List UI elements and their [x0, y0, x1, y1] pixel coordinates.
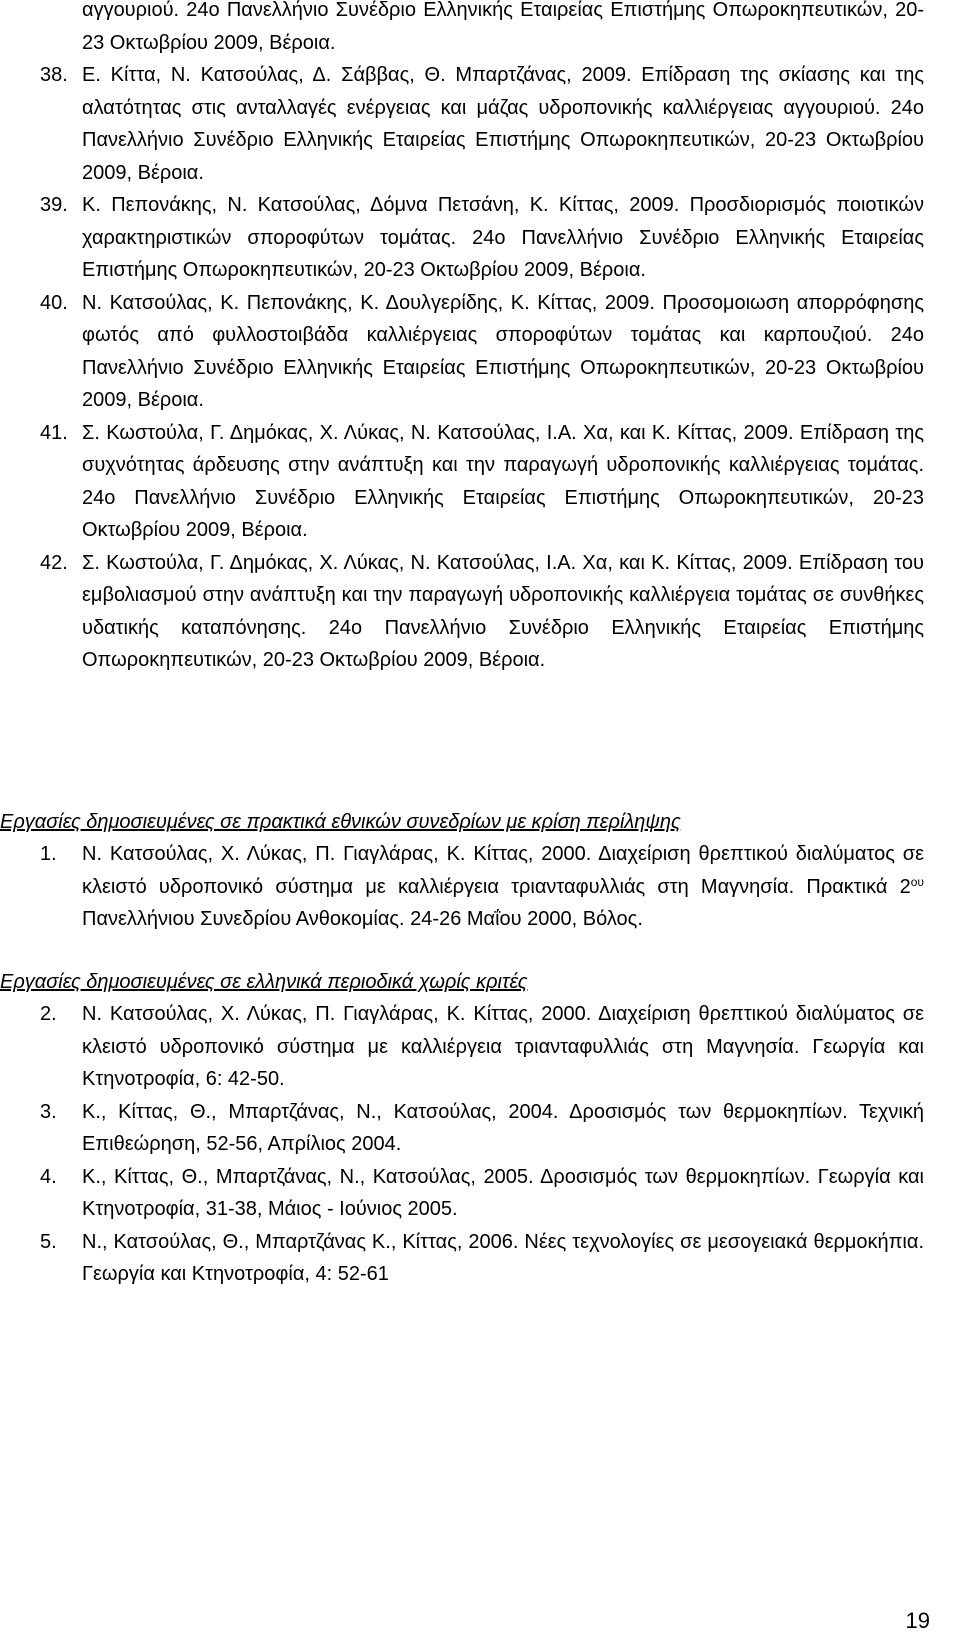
list-item	[40, 417, 924, 547]
entry-number: 40.	[40, 291, 68, 314]
entry-number: 38.	[40, 64, 68, 86]
entry-text: Κ. Πεπονάκης, Ν. Κατσούλας, Δόμνα Πετσάνη, Κ. Κίττας, 2009. Προσδιορισμός ποιοτικών χαρακτηριστικών σποροφύτων τομάτας. 24ο Πανελλήνιο Συνέδριο Ελληνικής Εταιρείας Επιστήμης Οπωροκηπευτικών, 20-23 Οκτωβρίου 2009, Βέροια.	[82, 194, 924, 281]
list-item	[40, 59, 924, 189]
entry-text: Ε. Κίττα, Ν. Κατσούλας, Δ. Σάββας, Θ. Μπαρτζάνας, 2009. Επίδραση της σκίασης και της αλατότητας στις ανταλλαγές ενέργειας και μάζας υδροπονικής καλλιέργειας αγγουριού. 24ο Πανελλήνιο Συνέδριο Ελληνικής Εταιρείας Επιστήμης Οπωροκηπευτικών, 20-23 Οκτωβρίου 2009, Βέροια.	[82, 64, 924, 184]
entry-text: Ν. Κατσούλας, Κ. Πεπονάκης, Κ. Δουλγερίδης, Κ. Κίττας, 2009. Προσομοιωση απορρόφησης φωτός από φυλλοστοιβάδα καλλιέργειας σποροφύτων τομάτας και καρπουζιού. 24ο Πανελλήνιο Συνέδριο Ελληνικής Εταιρείας Επιστήμης Οπωροκηπευτικών, 20-23 Οκτωβρίου 2009, Βέροια.	[82, 291, 924, 411]
section2-entries-list	[40, 998, 924, 1291]
entry-text: Σ. Κωστούλα, Γ. Δημόκας, Χ. Λύκας, Ν. Κατσούλας, Ι.Α. Χα, και Κ. Κίττας, 2009. Επίδραση της συχνότητας άρδευσης στην ανάπτυξη και την παραγωγή υδροπονικής καλλιέργειας τομάτας. 24ο Πανελλήνιο Συνέδριο Ελληνικής Εταιρείας Επιστήμης Οπωροκηπευτικών, 20-23 Οκτωβρίου 2009, Βέροια.	[82, 421, 924, 541]
entry-text-part: Πανελλήνιου Συνεδρίου Ανθοκομίας. 24-26 Μαΐου 2000, Βόλος.	[82, 908, 643, 930]
entry-text: αγγουριού. 24ο Πανελλήνιο Συνέδριο Ελληνικής Εταιρείας Επιστήμης Οπωροκηπευτικών, 20-23 Οκτωβρίου 2009, Βέροια.	[82, 0, 924, 54]
list-item	[40, 838, 924, 936]
entry-text-part: Ν. Κατσούλας, Χ. Λύκας, Π. Γιαγλάρας, Κ. Κίττας, 2000. Διαχείριση θρεπτικού διαλύματος σε κλειστό υδροπονικό σύστημα με καλλιέργεια τριανταφυλλιάς στη Μαγνησία. Πρακτικά 2	[82, 843, 924, 898]
section-heading-greek-journals: Εργασίες δημοσιευμένες σε ελληνικά περιοδικά χωρίς κριτές	[0, 971, 528, 993]
section-heading-conference-proceedings: Εργασίες δημοσιευμένες σε πρακτικά εθνικών συνεδρίων με κρίση περίληψης	[0, 811, 681, 833]
entry-text: Κ., Κίττας, Θ., Μπαρτζάνας, Ν., Κατσούλας, 2004. Δροσισμός των θερμοκηπίων. Τεχνική Επιθεώρηση, 52-56, Απρίλιος 2004.	[82, 1100, 924, 1155]
list-item	[40, 189, 924, 287]
list-item	[40, 287, 924, 417]
entry-number: 4.	[40, 1165, 57, 1188]
entry-number: 41.	[40, 421, 68, 444]
conference-entries-list	[40, 0, 924, 677]
entry-text: Κ., Κίττας, Θ., Μπαρτζάνας, Ν., Κατσούλας, 2005. Δροσισμός των θερμοκηπίων. Γεωργία και Κτηνοτροφία, 31-38, Μάιος - Ιούνιος 2005.	[82, 1165, 924, 1220]
entry-number: 1.	[40, 843, 57, 865]
list-item	[40, 1226, 924, 1291]
page-number: 19	[905, 1608, 930, 1633]
entry-number: 5.	[40, 1230, 57, 1253]
list-item	[40, 1096, 924, 1161]
ordinal-superscript: ου	[910, 874, 924, 889]
list-item	[40, 0, 924, 59]
entry-text	[82, 843, 924, 930]
entry-number: 42.	[40, 551, 68, 574]
entry-number: 3.	[40, 1100, 57, 1123]
entry-text: Ν. Κατσούλας, Χ. Λύκας, Π. Γιαγλάρας, Κ. Κίττας, 2000. Διαχείριση θρεπτικού διαλύματος σε κλειστό υδροπονικό σύστημα με καλλιέργεια τριανταφυλλιάς στη Μαγνησία. Γεωργία και Κτηνοτροφία, 6: 42-50.	[82, 1003, 924, 1090]
entry-text: Σ. Κωστούλα, Γ. Δημόκας, Χ. Λύκας, Ν. Κατσούλας, Ι.Α. Χα, και Κ. Κίττας, 2009. Επίδραση του εμβολιασμού στην ανάπτυξη και την παραγωγή υδροπονικής καλλιέργεια τομάτας σε συνθήκες υδατικής καταπόνησης. 24ο Πανελλήνιο Συνέδριο Ελληνικής Εταιρείας Επιστήμης Οπωροκηπευτικών, 20-23 Οκτωβρίου 2009, Βέροια.	[82, 551, 924, 671]
entry-text: Ν., Κατσούλας, Θ., Μπαρτζάνας Κ., Κίττας, 2006. Νέες τεχνολογίες σε μεσογειακά θερμοκήπια. Γεωργία και Κτηνοτροφία, 4: 52-61	[82, 1230, 924, 1285]
list-item	[40, 998, 924, 1096]
entry-number: 2.	[40, 1003, 57, 1025]
list-item	[40, 547, 924, 677]
section1-entries-list	[40, 838, 924, 936]
entry-number: 39.	[40, 194, 68, 216]
list-item	[40, 1161, 924, 1226]
